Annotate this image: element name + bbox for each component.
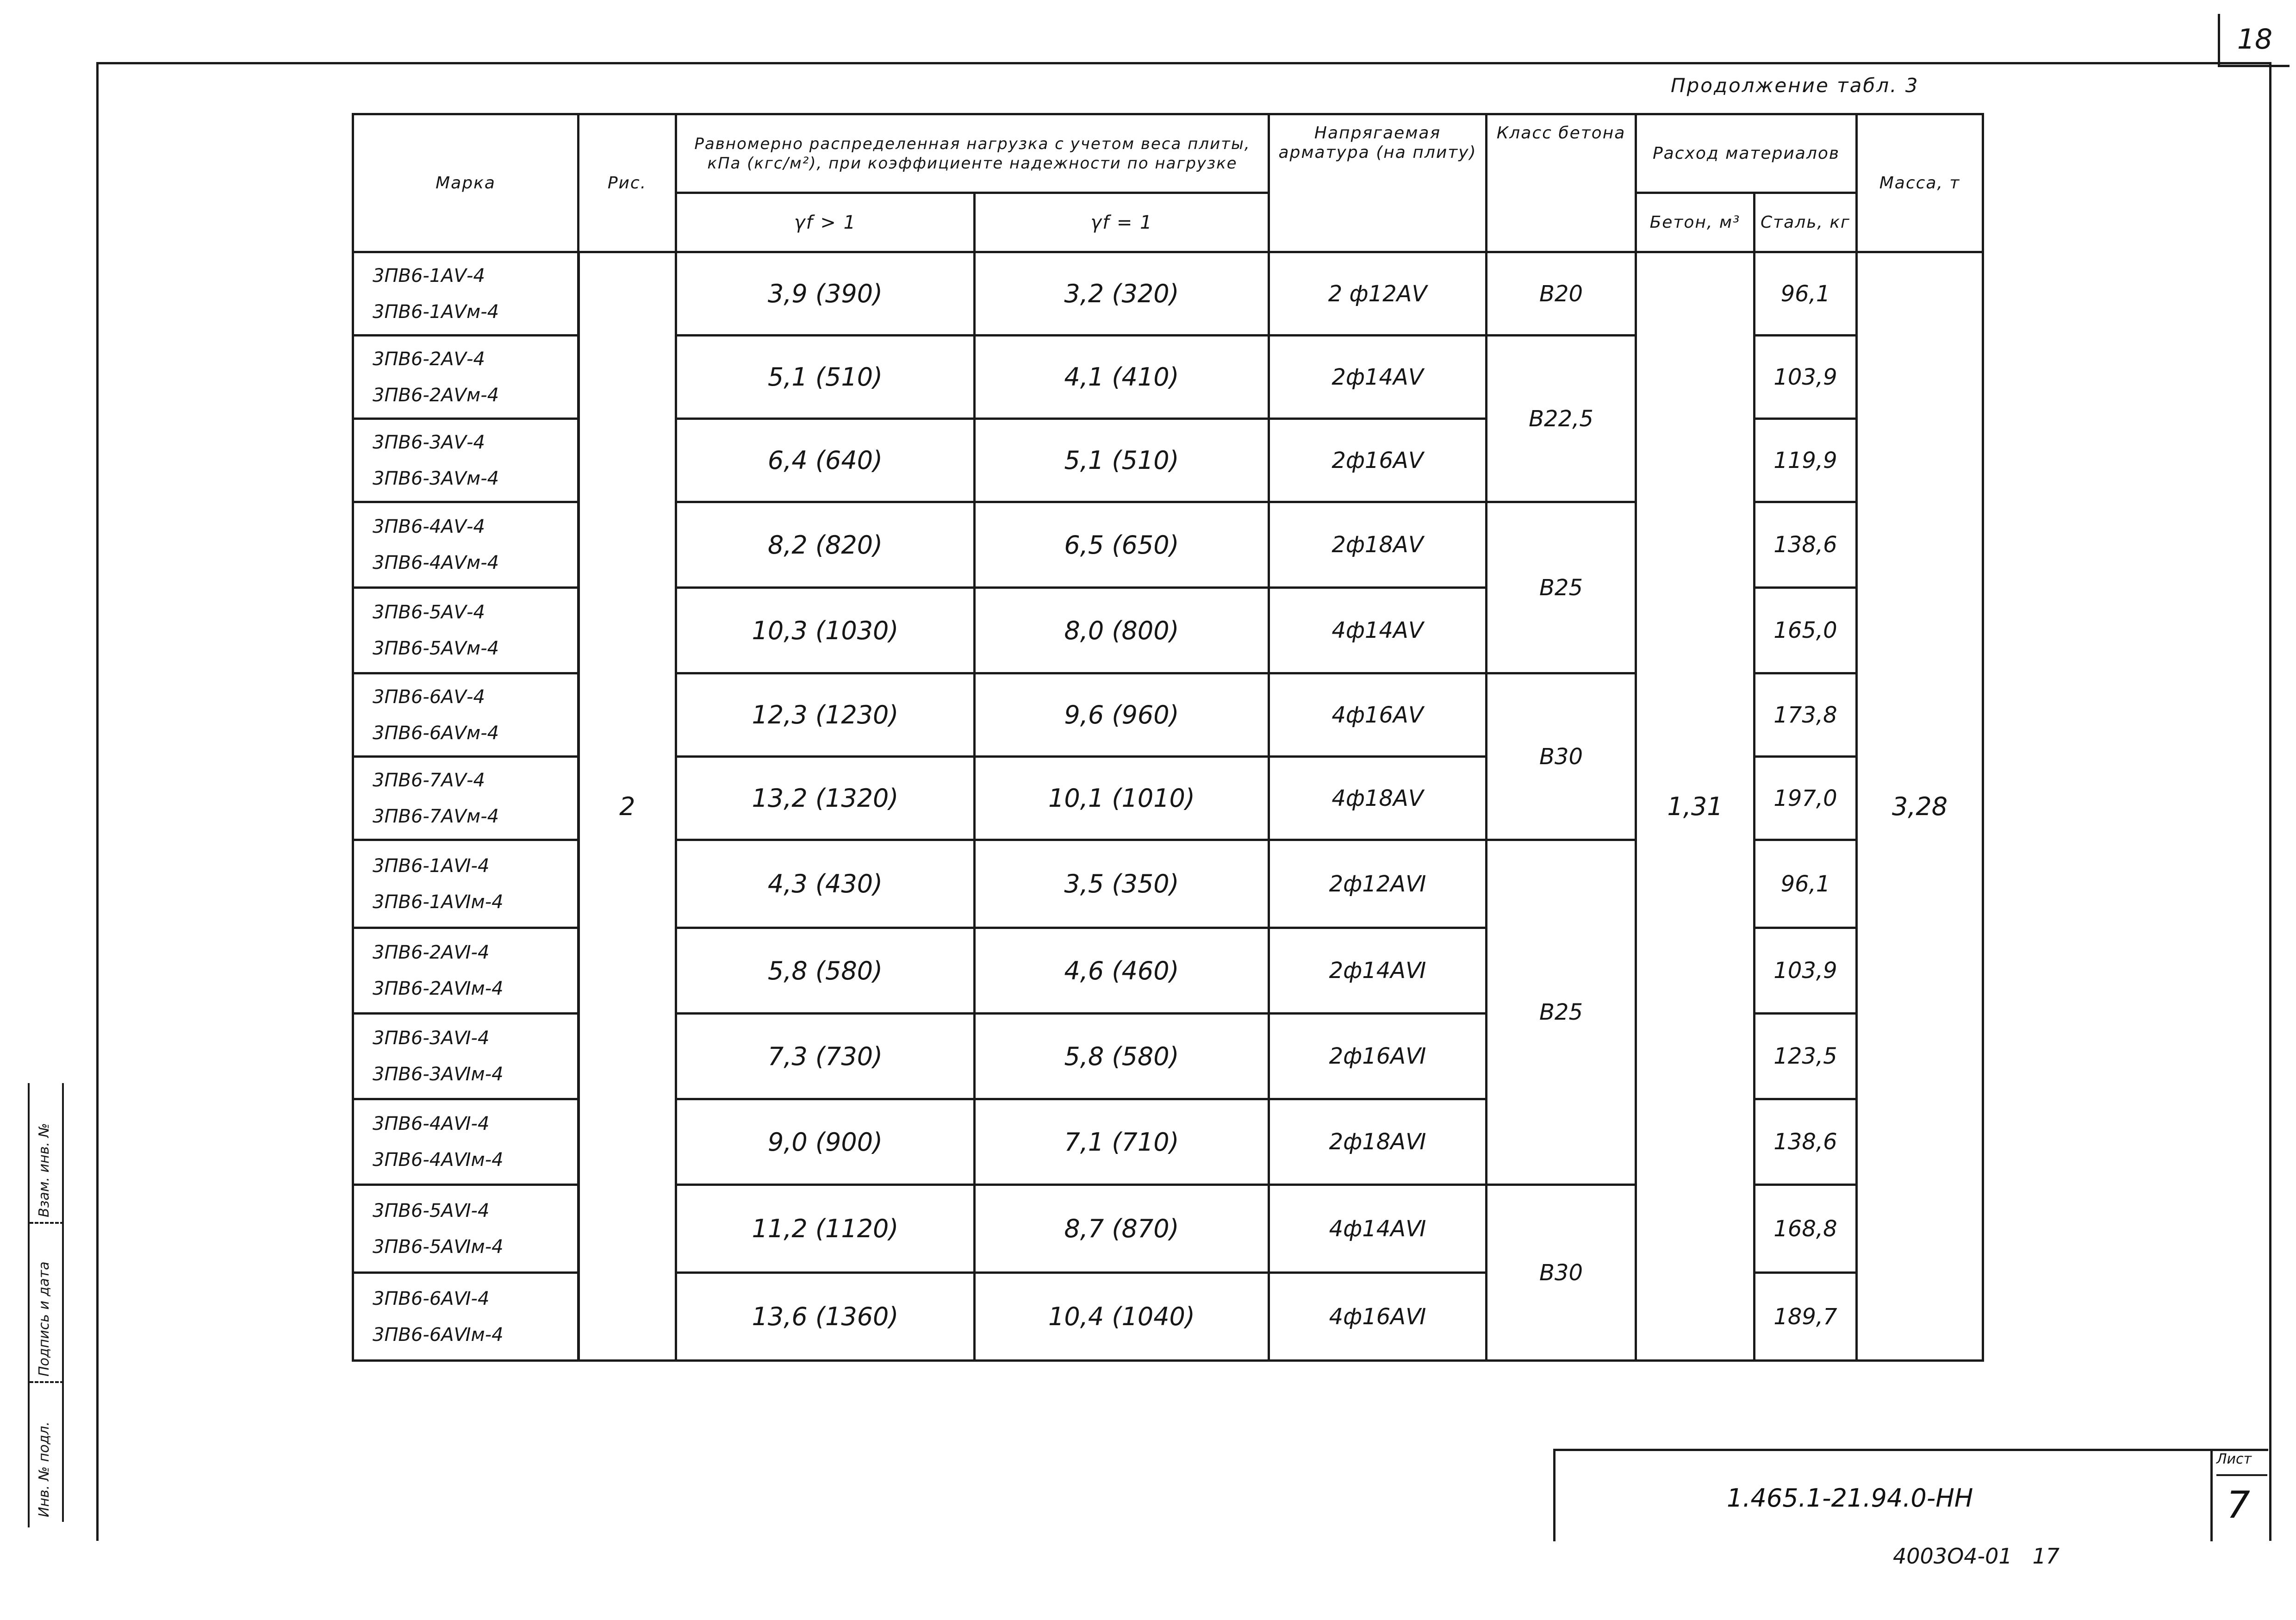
rebar-value: 2ф14АⅤ [1269, 336, 1487, 419]
steel-value: 96,1 [1755, 252, 1857, 336]
concrete-value: 1,31 [1636, 252, 1755, 1361]
load-eq1-value: 3,5 (350) [975, 840, 1269, 928]
header-concrete-class: Класс бетона [1487, 114, 1636, 252]
header-mass: Масса, т [1857, 114, 1983, 252]
mark-cell: 3ПВ6-3АⅤ-4 3ПВ6-3АⅤм-4 [353, 419, 579, 502]
header-load: Равномерно распределенная нагрузка с учетом веса плиты, кПа (кгс/м²), при коэффициенте надежности по нагрузке [676, 114, 1269, 193]
load-eq1-value: 8,0 (800) [975, 588, 1269, 673]
header-rebar: Напрягаемая арматура (на плиту) [1269, 114, 1487, 252]
steel-value: 138,6 [1755, 1099, 1857, 1185]
mark-cell: 3ПВ6-1АⅤ-4 3ПВ6-1АⅤм-4 [353, 252, 579, 336]
load-eq1-value: 6,5 (650) [975, 502, 1269, 588]
rebar-value: 4ф16АⅤ [1269, 673, 1487, 757]
mark-cell: 3ПВ6-2АⅤ-4 3ПВ6-2АⅤм-4 [353, 336, 579, 419]
sheet-value: 7 [2227, 1483, 2250, 1527]
rebar-value: 2ф18АⅤ [1269, 502, 1487, 588]
mark-cell: 3ПВ6-1АⅥ-4 3ПВ6-1АⅥм-4 [353, 840, 579, 928]
mark-cell: 3ПВ6-5АⅤ-4 3ПВ6-5АⅤм-4 [353, 588, 579, 673]
load-eq1-value: 9,6 (960) [975, 673, 1269, 757]
load-eq1-value: 4,1 (410) [975, 336, 1269, 419]
stamp-sign-cell [30, 1224, 64, 1383]
load-gt1-value: 13,6 (1360) [676, 1273, 975, 1361]
rebar-value: 4ф14АⅤ [1269, 588, 1487, 673]
steel-value: 173,8 [1755, 673, 1857, 757]
load-eq1-value: 10,4 (1040) [975, 1273, 1269, 1361]
document-code: 1.465.1-21.94.0-НН [1727, 1483, 1973, 1513]
concrete-class-value: В30 [1487, 1185, 1636, 1361]
concrete-class-value: В22,5 [1487, 336, 1636, 502]
mark-cell: 3ПВ6-2АⅥ-4 3ПВ6-2АⅥм-4 [353, 928, 579, 1014]
rebar-value: 4ф16АⅥ [1269, 1273, 1487, 1361]
steel-value: 189,7 [1755, 1273, 1857, 1361]
steel-value: 168,8 [1755, 1185, 1857, 1273]
sheet-label: Лист [2216, 1451, 2267, 1476]
steel-value: 119,9 [1755, 419, 1857, 502]
load-gt1-value: 12,3 (1230) [676, 673, 975, 757]
rebar-value: 4ф14АⅥ [1269, 1185, 1487, 1273]
header-mark: Марка [353, 114, 579, 252]
steel-value: 103,9 [1755, 928, 1857, 1014]
side-stamp [28, 1083, 99, 1527]
rebar-value: 2ф12АⅥ [1269, 840, 1487, 928]
sheet-box [2210, 1451, 2268, 1541]
table-caption: Продолжение табл. 3 [1671, 74, 1919, 97]
steel-value: 123,5 [1755, 1014, 1857, 1099]
stamp-replace-label: Взам. инв. № [36, 1123, 52, 1217]
concrete-class-value: В25 [1487, 502, 1636, 673]
load-gt1-value: 7,3 (730) [676, 1014, 975, 1099]
steel-value: 197,0 [1755, 757, 1857, 840]
load-eq1-value: 5,8 (580) [975, 1014, 1269, 1099]
load-gt1-value: 5,1 (510) [676, 336, 975, 419]
stamp-inv-label: Инв. № подл. [36, 1421, 52, 1517]
steel-value: 165,0 [1755, 588, 1857, 673]
specification-table [352, 113, 1984, 1362]
concrete-class-value: В20 [1487, 252, 1636, 336]
corner-sheet-number: 18 [2218, 14, 2290, 67]
load-gt1-value: 6,4 (640) [676, 419, 975, 502]
title-block [1553, 1449, 2268, 1541]
header-load-eq1: γf = 1 [975, 193, 1269, 252]
header-load-gt1: γf > 1 [676, 193, 975, 252]
load-eq1-value: 7,1 (710) [975, 1099, 1269, 1185]
header-fig: Рис. [579, 114, 676, 252]
header-steel: Сталь, кг [1755, 193, 1857, 252]
steel-value: 138,6 [1755, 502, 1857, 588]
load-gt1-value: 5,8 (580) [676, 928, 975, 1014]
mark-cell: 3ПВ6-6АⅤ-4 3ПВ6-6АⅤм-4 [353, 673, 579, 757]
load-gt1-value: 11,2 (1120) [676, 1185, 975, 1273]
load-gt1-value: 8,2 (820) [676, 502, 975, 588]
load-gt1-value: 9,0 (900) [676, 1099, 975, 1185]
load-eq1-value: 5,1 (510) [975, 419, 1269, 502]
concrete-class-value: В30 [1487, 673, 1636, 840]
mass-value: 3,28 [1857, 252, 1983, 1361]
mark-cell: 3ПВ6-5АⅥ-4 3ПВ6-5АⅥм-4 [353, 1185, 579, 1273]
concrete-class-value: В25 [1487, 840, 1636, 1185]
rebar-value: 2ф16АⅤ [1269, 419, 1487, 502]
stamp-sign-label: Подпись и дата [36, 1261, 52, 1377]
rebar-value: 4ф18АⅤ [1269, 757, 1487, 840]
load-eq1-value: 3,2 (320) [975, 252, 1269, 336]
header-materials: Расход материалов [1636, 114, 1857, 193]
rebar-value: 2 ф12АⅤ [1269, 252, 1487, 336]
rebar-value: 2ф14АⅥ [1269, 928, 1487, 1014]
load-gt1-value: 4,3 (430) [676, 840, 975, 928]
mark-cell: 3ПВ6-7АⅤ-4 3ПВ6-7АⅤм-4 [353, 757, 579, 840]
load-gt1-value: 3,9 (390) [676, 252, 975, 336]
steel-value: 96,1 [1755, 840, 1857, 928]
rebar-value: 2ф16АⅥ [1269, 1014, 1487, 1099]
load-gt1-value: 13,2 (1320) [676, 757, 975, 840]
mark-cell: 3ПВ6-3АⅥ-4 3ПВ6-3АⅥм-4 [353, 1014, 579, 1099]
footer-archive-number: 4003О4-01 17 [1893, 1544, 2060, 1569]
fig-value: 2 [579, 252, 676, 1361]
mark-cell: 3ПВ6-4АⅤ-4 3ПВ6-4АⅤм-4 [353, 502, 579, 588]
mark-cell: 3ПВ6-6АⅥ-4 3ПВ6-6АⅥм-4 [353, 1273, 579, 1361]
load-eq1-value: 4,6 (460) [975, 928, 1269, 1014]
load-gt1-value: 10,3 (1030) [676, 588, 975, 673]
mark-cell: 3ПВ6-4АⅥ-4 3ПВ6-4АⅥм-4 [353, 1099, 579, 1185]
steel-value: 103,9 [1755, 336, 1857, 419]
load-eq1-value: 8,7 (870) [975, 1185, 1269, 1273]
rebar-value: 2ф18АⅥ [1269, 1099, 1487, 1185]
stamp-inv-cell [30, 1383, 64, 1522]
stamp-replace-cell [30, 1083, 64, 1224]
load-eq1-value: 10,1 (1010) [975, 757, 1269, 840]
header-concrete: Бетон, м³ [1636, 193, 1755, 252]
